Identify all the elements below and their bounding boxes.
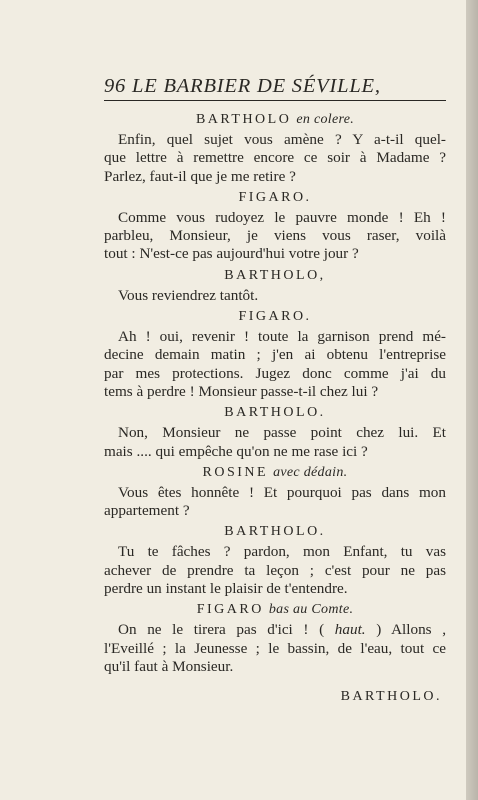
speaker-heading [104, 402, 446, 424]
text-line: que lettre à remettre encore ce soir à Madame ? [104, 149, 446, 167]
text-line: Non, Monsieur ne passe point chez lui. Et [118, 424, 446, 442]
speaker-heading [104, 599, 446, 621]
running-head: 96 LE BARBIER DE SÉVILLE, [104, 75, 381, 97]
text-line: tems à perdre ! Monsieur passe-t-il chez lui ? [104, 382, 379, 400]
text-line: Vous reviendrez tantôt. [118, 286, 259, 304]
text-line: decine demain matin ; j'en ai obtenu l'entreprise [104, 346, 446, 364]
text-line: Comme vous rudoyez le pauvre monde ! Eh ! [118, 208, 446, 226]
speaker-heading [104, 187, 446, 209]
speaker-heading [104, 306, 446, 328]
speaker-name: BARTHOLO. [224, 405, 326, 421]
speaker-name: BARTHOLO. [224, 524, 326, 540]
text-line [104, 640, 446, 658]
text-line: Tu te fâches ? pardon, mon Enfant, tu vas [118, 543, 446, 561]
text-line: tout : N'est-ce pas aujourd'hui votre jour ? [104, 245, 359, 263]
text-line: Enfin, quel sujet vous amène ? Y a-t-il quel- [118, 131, 446, 148]
speaker-name: ROSINE [202, 464, 269, 480]
text-segment: qu'il faut à Monsieur. [104, 657, 234, 675]
speaker-name: FIGARO. [238, 309, 312, 325]
text-line [104, 621, 446, 639]
page-edge [466, 0, 478, 800]
text-line: Ah ! oui, revenir ! toute la garnison prend mé- [118, 328, 446, 346]
text-line: achever de prendre ta leçon ; c'est pour ne pas [104, 561, 446, 579]
stage-direction: bas au Comte. [268, 602, 354, 618]
dialogue [104, 109, 446, 676]
speaker-heading [104, 462, 446, 484]
speaker-name: BARTHOLO, [224, 267, 326, 283]
inline-stage-direction: haut. [334, 621, 366, 639]
text-line: par mes protections. Jugez donc comme j'ai du [104, 364, 446, 382]
text-line: parbleu, Monsieur, je viens vous raser, voilà [104, 227, 446, 245]
text-line: mais .... qui empêche qu'on ne me rase ici ? [104, 442, 368, 460]
speaker-name: BARTHOLO [195, 112, 292, 127]
text-line: Parlez, faut-il que je me retire ? [104, 167, 296, 185]
speaker-name: FIGARO [196, 602, 264, 618]
catchword: BARTHOLO. [340, 689, 442, 705]
header-rule [104, 100, 446, 101]
speaker-heading [104, 265, 446, 287]
page-text [104, 74, 446, 708]
speaker-heading [104, 521, 446, 543]
speaker-heading [104, 109, 446, 131]
text-line: Vous êtes honnête ! Et pourquoi pas dans mon [118, 483, 446, 501]
text-line [104, 658, 446, 676]
text-line: perdre un instant le plaisir de t'entendre. [104, 580, 348, 598]
speaker-name: FIGARO. [238, 189, 312, 205]
text-segment: On ne le tirera pas d'ici ! ( [118, 621, 335, 639]
text-segment: l'Eveillé ; la Jeunesse ; le bassin, de l'eau, tout ce [104, 639, 446, 657]
text-line: appartement ? [104, 502, 190, 520]
text-segment: ) Allons , [365, 621, 446, 639]
stage-direction: en colere. [296, 112, 355, 127]
stage-direction: avec dédain. [273, 464, 348, 480]
